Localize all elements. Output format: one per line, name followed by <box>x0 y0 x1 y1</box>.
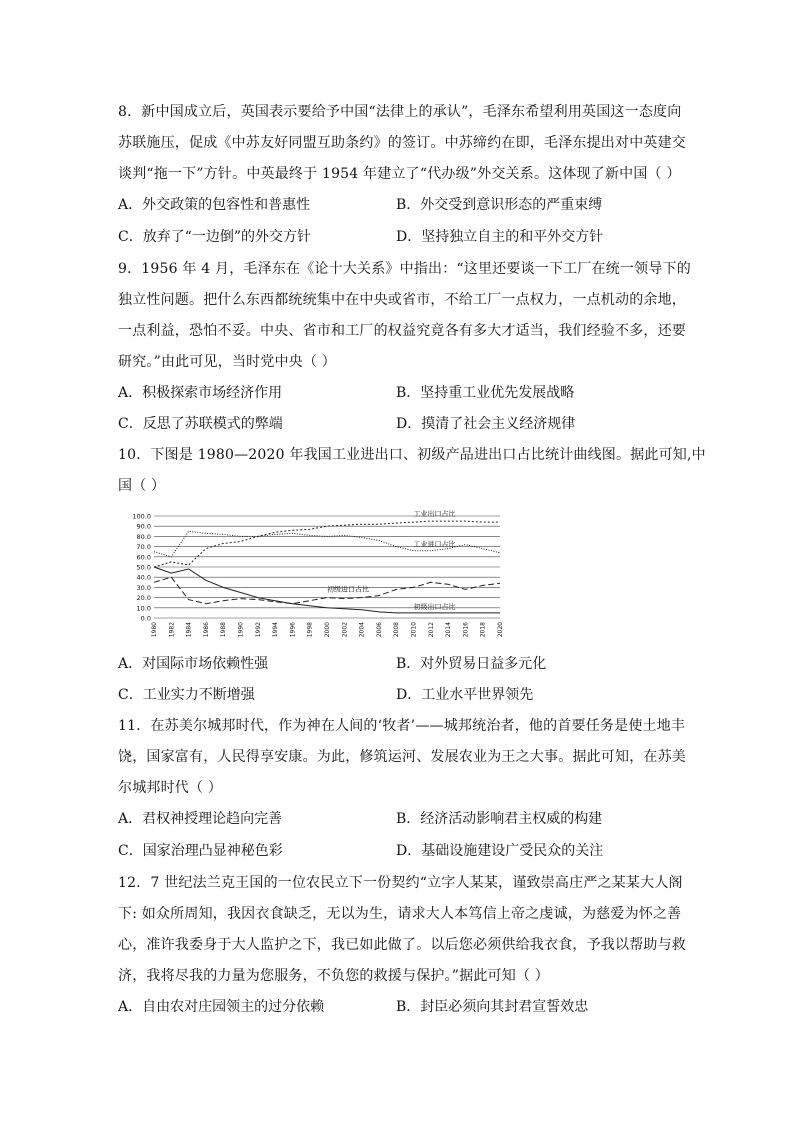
y-tick-label: 0.0 <box>140 614 151 623</box>
series-label: 工业进口占比 <box>413 540 456 549</box>
q11-option-b: B．经济活动影响君主权威的构建 <box>396 811 603 827</box>
q10-line-2: 国（ ） <box>118 478 166 494</box>
x-tick-label: 1988 <box>220 622 228 638</box>
q11-option-a: A．君权神授理论趋向完善 <box>118 811 283 827</box>
x-tick-label: 2000 <box>324 622 331 638</box>
x-tick-label: 2012 <box>427 622 435 638</box>
series-label: 初级出口占比 <box>413 602 456 611</box>
q8-option-a: A．外交政策的包容性和普惠性 <box>118 197 311 213</box>
x-tick-label: 1994 <box>272 622 280 638</box>
x-tick-label: 1998 <box>306 622 314 638</box>
x-tick-label: 2004 <box>358 622 366 638</box>
q10-option-a: A．对国际市场依赖性强 <box>118 656 269 672</box>
x-tick-label: 1996 <box>289 622 297 638</box>
q11-line-1: 11．在苏美尔城邦时代，作为神在人间的‘牧者’——城邦统治者，他的首要任务是使土地丰 <box>118 718 686 734</box>
trade-share-line-chart <box>118 508 508 648</box>
q11-option-c: C．国家治理凸显神秘色彩 <box>118 843 283 859</box>
q10-option-d: D．工业水平世界领先 <box>396 687 534 703</box>
q10-line-1: 10．下图是 1980—2020 年我国工业进出口、初级产品进出口占比统计曲线图。据此可知,中 <box>118 447 706 463</box>
y-tick-label: 70.0 <box>136 543 151 552</box>
x-tick-label: 2016 <box>462 622 470 638</box>
x-tick-label: 1980 <box>151 622 158 638</box>
series-labels <box>327 509 456 611</box>
x-tick-label: 2014 <box>445 622 453 638</box>
q12-line-4: 济，我将尽我的力量为您服务，不负您的救援与保护。”据此可知（ ） <box>118 968 550 984</box>
q11-option-d: D．基础设施建设广受民众的关注 <box>396 843 604 859</box>
q12-option-b: B．封臣必须向其封君宣誓效忠 <box>396 999 589 1015</box>
y-tick-label: 100.0 <box>132 512 151 521</box>
q9-line-2: 独立性问题。把什么东西都统统集中在中央或省市，不给工厂一点权力，一点机动的余地， <box>118 292 686 308</box>
x-axis-ticks <box>151 622 504 637</box>
q12-option-a: A．自由农对庄园领主的过分依赖 <box>118 999 325 1015</box>
x-tick-label: 1986 <box>202 622 210 638</box>
q12-line-2: 下: 如众所周知，我因衣食缺乏，无以为生，请求大人本笃信上帝之虔诚，为慈爱为怀之善 <box>118 906 682 922</box>
q11-line-2: 饶，国家富有，人民得享安康。为此，修筑运河、发展农业为王之大事。据此可知，在苏美 <box>118 749 686 765</box>
x-tick-label: 2006 <box>375 622 383 638</box>
q8-option-c: C．放弃了“一边倒”的外交方针 <box>118 229 312 245</box>
q9-line-1: 9．1956 年 4 月，毛泽东在《论十大关系》中指出：“这里还要谈一下工厂在统一领导下的 <box>118 261 691 277</box>
q9-option-a: A．积极探索市场经济作用 <box>118 385 283 401</box>
q9-option-d: D．摸清了社会主义经济规律 <box>396 416 576 432</box>
x-tick-label: 1984 <box>185 622 193 638</box>
y-tick-label: 20.0 <box>136 594 151 603</box>
x-tick-label: 2002 <box>341 622 349 638</box>
y-tick-label: 10.0 <box>136 604 151 613</box>
q12-line-3: 心，准许我委身于大人监护之下，我已如此做了。以后您必须供给我衣食，予我以帮助与救 <box>118 937 686 953</box>
q9-option-c: C．反思了苏联模式的弊端 <box>118 416 283 432</box>
q9-line-4: 研究。”由此可见，当时党中央（ ） <box>118 354 337 370</box>
x-tick-label: 2010 <box>410 622 418 638</box>
y-tick-label: 40.0 <box>136 573 151 582</box>
q11-line-3: 尔城邦时代（ ） <box>118 780 223 796</box>
q8-line-3: 谈判“拖一下”方针。中英最终于 1954 年建立了“代办级”外交关系。这体现了新中国（ ） <box>118 166 681 182</box>
x-tick-label: 1982 <box>168 622 176 638</box>
y-tick-label: 30.0 <box>136 583 151 592</box>
x-tick-label: 1992 <box>254 622 262 638</box>
x-tick-label: 1990 <box>237 622 245 638</box>
x-tick-label: 2020 <box>497 622 504 638</box>
y-tick-label: 80.0 <box>136 532 151 541</box>
y-tick-label: 60.0 <box>136 553 151 562</box>
q12-line-1: 12．7 世纪法兰克王国的一位农民立下一份契约“立字人某某，谨致崇高庄严之某某大人阁 <box>118 875 683 891</box>
q10-option-c: C．工业实力不断增强 <box>118 687 255 703</box>
q8-line-2: 苏联施压，促成《中苏友好同盟互助条约》的签订。中苏缔约在即，毛泽东提出对中英建交 <box>118 135 686 151</box>
series-label: 工业出口占比 <box>413 510 456 519</box>
x-tick-label: 2018 <box>479 622 487 638</box>
y-tick-label: 50.0 <box>136 563 151 572</box>
x-tick-label: 2008 <box>393 622 401 638</box>
q8-option-b: B．外交受到意识形态的严重束缚 <box>396 197 603 213</box>
series-label: 初级进口占比 <box>327 585 369 594</box>
y-axis-ticks <box>132 513 151 623</box>
q10-option-b: B．对外贸易日益多元化 <box>396 656 547 672</box>
q8-line-1: 8．新中国成立后，英国表示要给予中国“法律上的承认”，毛泽东希望利用英国这一态度向 <box>118 104 682 120</box>
q9-line-3: 一点利益，恐怕不妥。中央、省市和工厂的权益究竟各有多大才适当，我们经验不多，还要 <box>118 323 686 339</box>
q9-option-b: B．坚持重工业优先发展战略 <box>396 385 575 401</box>
q8-option-d: D．坚持独立自主的和平外交方针 <box>396 229 604 245</box>
y-tick-label: 90.0 <box>136 522 151 531</box>
